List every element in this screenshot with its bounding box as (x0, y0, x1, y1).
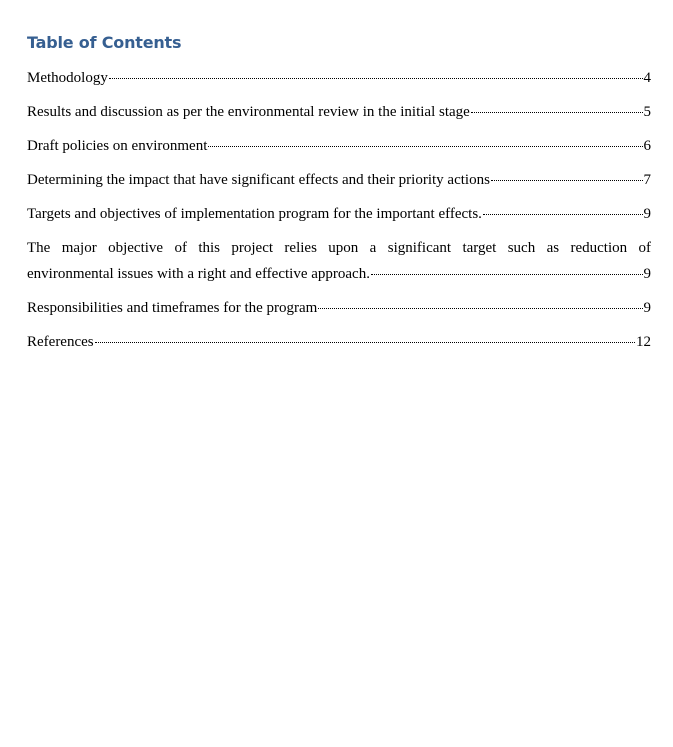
toc-leader-dots (109, 78, 643, 79)
toc-entry-draft-policies[interactable] (27, 133, 651, 159)
toc-entry-methodology[interactable] (27, 65, 651, 91)
toc-entry-text: Responsibilities and timeframes for the program (27, 300, 318, 316)
toc-entry-text: Methodology (27, 70, 108, 86)
toc-leader-dots (371, 274, 643, 275)
toc-leader-dots (491, 180, 643, 181)
toc-entry-text: Draft policies on environment (27, 138, 208, 154)
toc-entry-text-line1: The major objective of this project relies upon a significant target such as reduction of (27, 240, 651, 256)
toc-title: Table of Contents (27, 33, 182, 52)
toc-leader-dots (471, 112, 643, 113)
toc-entry-text: Determining the impact that have significant effects and their priority actions (27, 172, 490, 188)
toc-entry-references[interactable] (27, 329, 651, 355)
toc-leader-dots (95, 342, 635, 343)
toc-leader-dots (483, 214, 643, 215)
toc-entry-targets-objectives[interactable] (27, 201, 651, 227)
toc-entry-text: Targets and objectives of implementation program for the important effects. (27, 206, 482, 222)
toc-entry-responsibilities[interactable] (27, 295, 651, 321)
toc-page-number: 9 (643, 300, 651, 316)
toc-entry-text: References (27, 334, 94, 350)
toc-list (27, 65, 651, 355)
toc-entry-determining-impact[interactable] (27, 167, 651, 193)
toc-entry-results-discussion[interactable] (27, 99, 651, 125)
toc-page-number: 7 (643, 172, 651, 188)
toc-page-number: 9 (643, 206, 651, 222)
toc-entry-major-objective[interactable] (27, 235, 651, 287)
toc-page-number: 5 (643, 104, 651, 120)
document-page (27, 30, 651, 363)
toc-leader-dots (318, 308, 642, 309)
toc-page-number: 6 (643, 138, 651, 154)
toc-entry-text-line2: environmental issues with a right and effective approach. (27, 266, 370, 282)
toc-page-number: 9 (643, 266, 651, 282)
toc-leader-dots (208, 146, 642, 147)
toc-page-number: 4 (643, 70, 651, 86)
toc-entry-text: Results and discussion as per the environmental review in the initial stage (27, 104, 470, 120)
toc-page-number: 12 (636, 334, 651, 350)
